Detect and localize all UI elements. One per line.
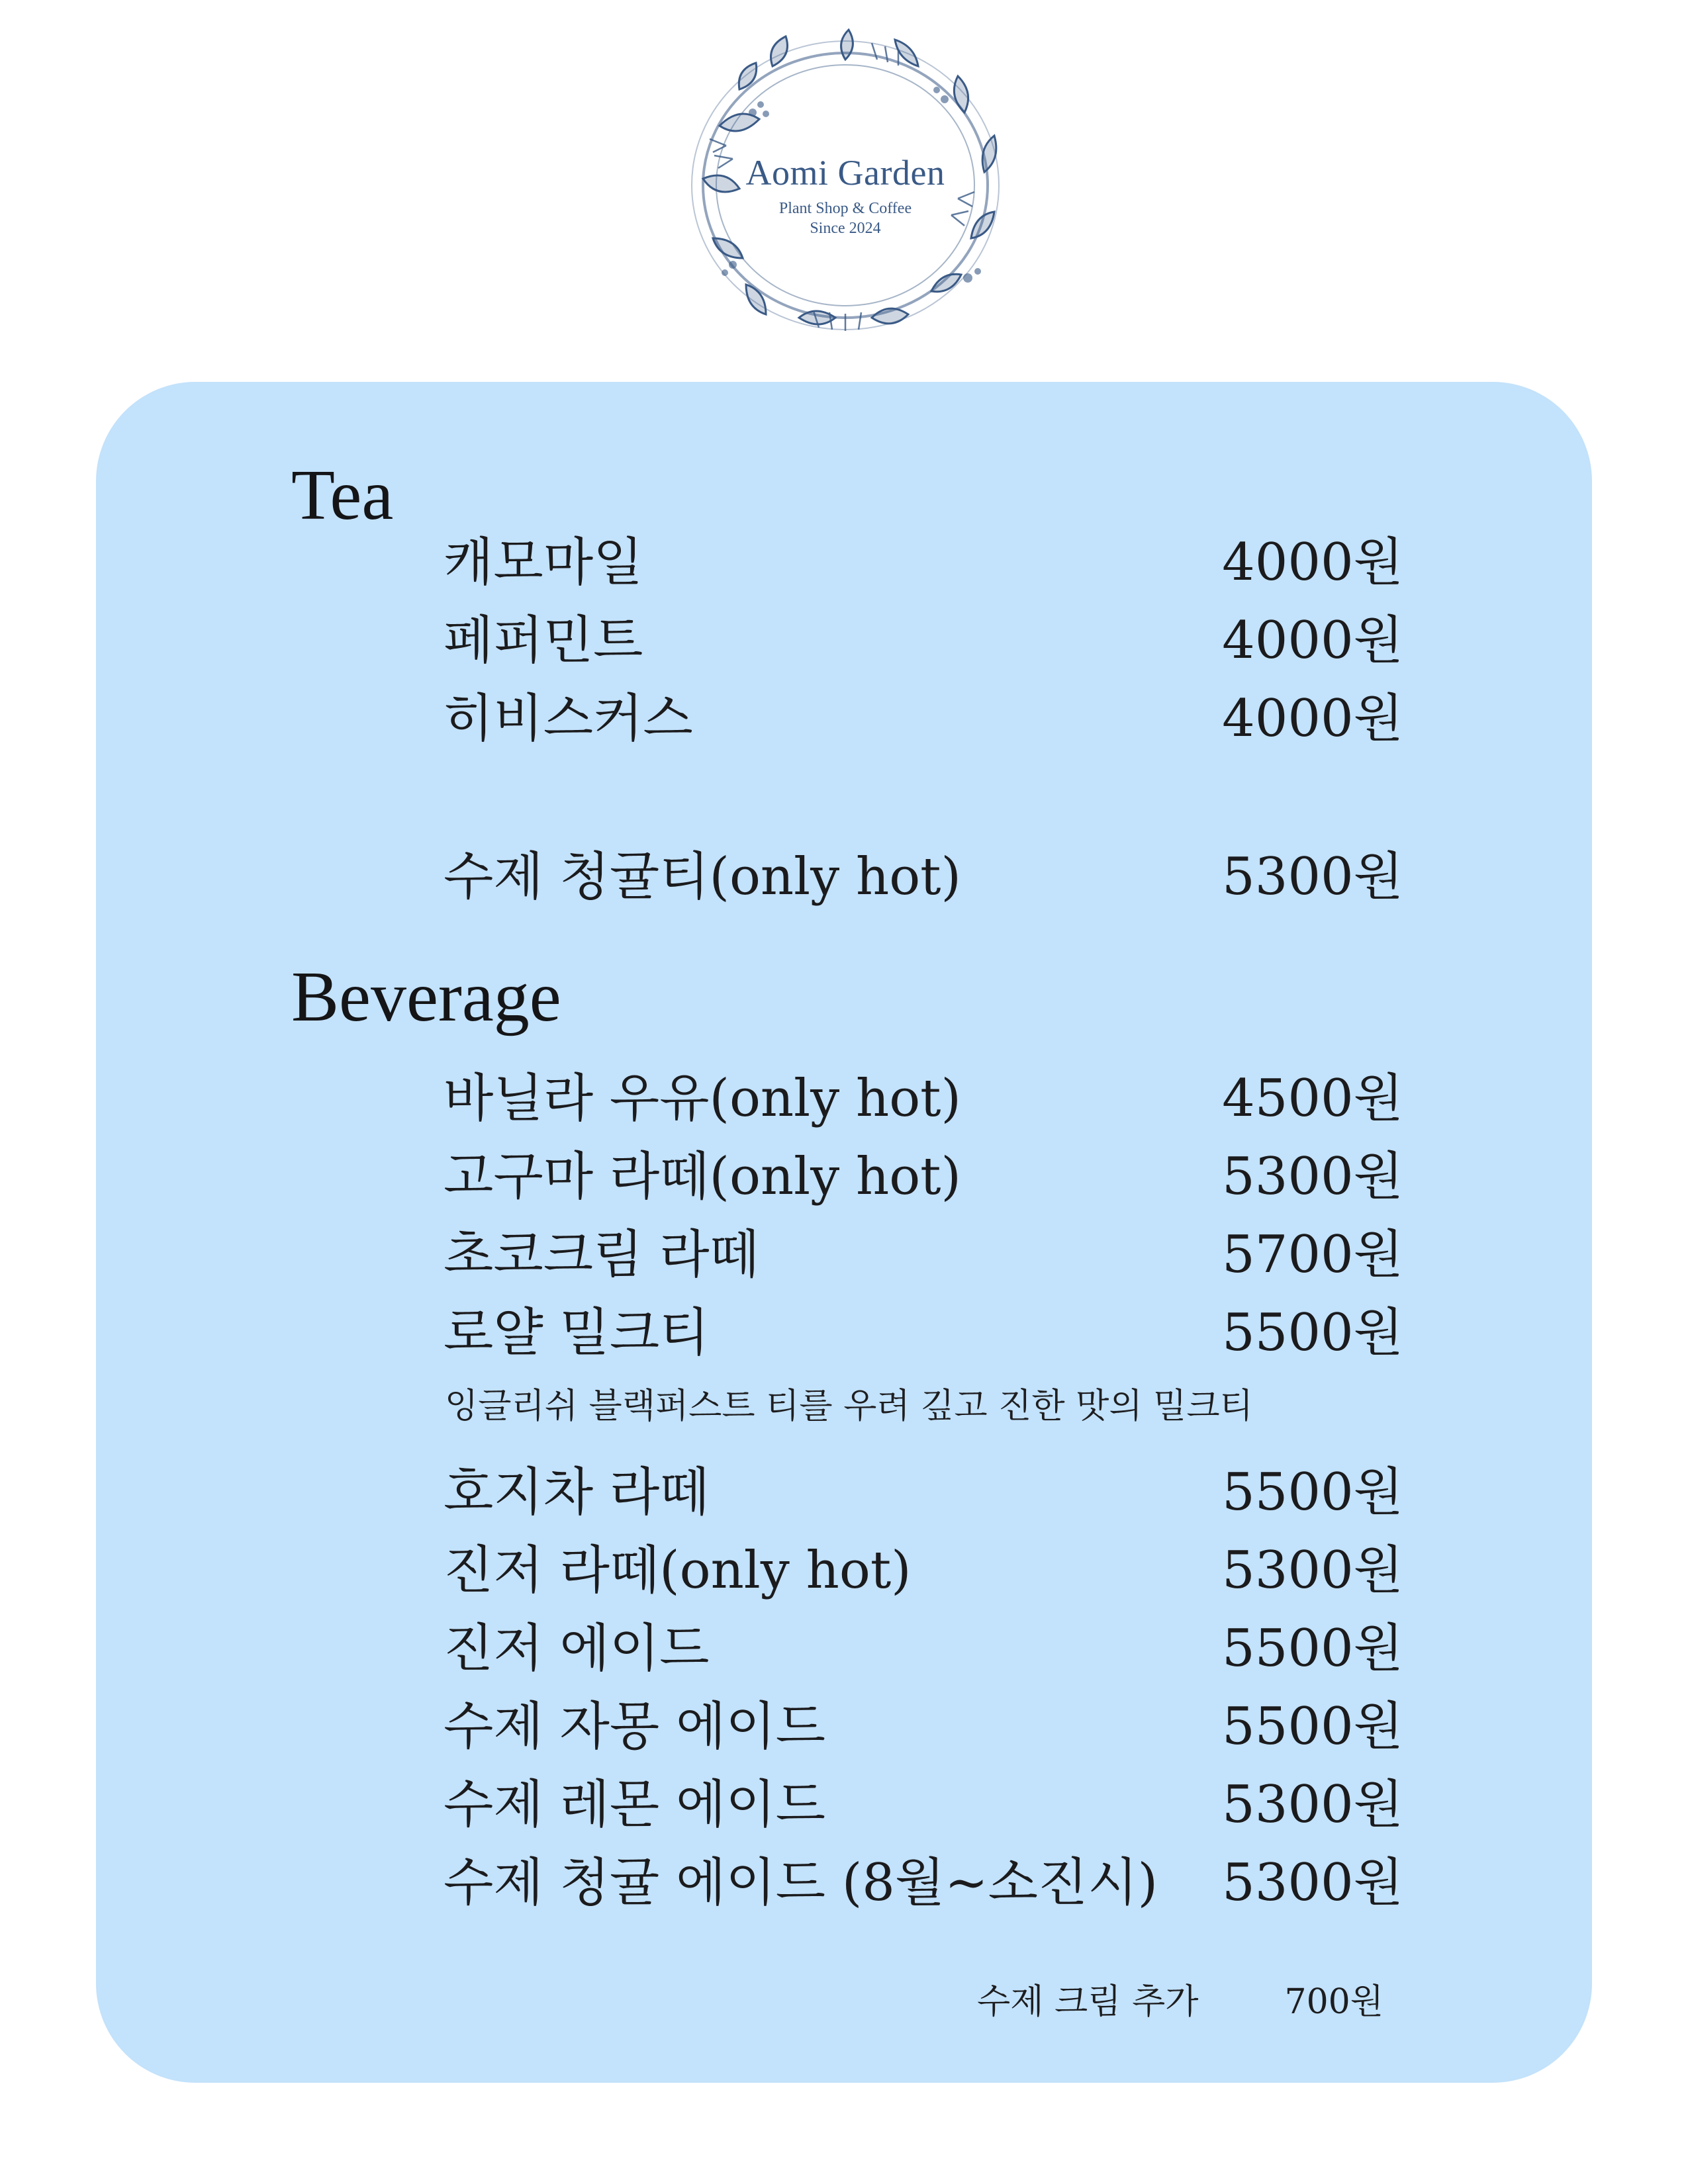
- item-name: 히비스커스: [444, 689, 693, 749]
- brand-subtitle: [673, 199, 1017, 238]
- menu-item-grapefruit-ade: [444, 1694, 1403, 1760]
- item-name: 캐모마일: [444, 533, 643, 592]
- item-price: 5300원: [1222, 847, 1403, 907]
- logo: [673, 26, 1017, 344]
- item-price: 5300원: [1222, 1541, 1403, 1600]
- menu-item-chamomile: [444, 529, 1403, 596]
- brand-subtitle-line1: Plant Shop & Coffee: [778, 200, 912, 217]
- item-price: 5300원: [1222, 1853, 1403, 1913]
- item-name: 수제 레몬 에이드: [444, 1775, 826, 1835]
- item-name: 진저 에이드: [444, 1619, 710, 1678]
- item-name: 고구마 라떼(only hot): [444, 1147, 961, 1206]
- item-name: 호지차 라떼: [444, 1463, 710, 1522]
- brand-subtitle-line2: Since 2024: [810, 220, 881, 237]
- item-name: 로얄 밀크티: [444, 1303, 710, 1363]
- item-name: 수제 청귤티(only hot): [444, 847, 961, 907]
- item-price: 4000원: [1222, 689, 1403, 749]
- item-price: 4000원: [1222, 611, 1403, 670]
- menu-item-hibiscus: [444, 686, 1403, 752]
- item-name: 진저 라떼(only hot): [444, 1541, 912, 1600]
- item-name: 바닐라 우유(only hot): [444, 1069, 961, 1128]
- item-price: 5300원: [1222, 1147, 1403, 1206]
- item-name: 수제 청귤 에이드 (8월~소진시): [444, 1853, 1158, 1913]
- menu-item-vanilla-milk: [444, 1066, 1403, 1132]
- menu-item-peppermint: [444, 608, 1403, 674]
- menu-item-ginger-ade: [444, 1615, 1403, 1682]
- item-name: 초코크림 라떼: [444, 1225, 759, 1285]
- royal-milk-tea-note: 잉글리쉬 블랙퍼스트 티를 우려 깊고 진한 맛의 밀크티: [445, 1387, 1253, 1426]
- item-price: 5500원: [1222, 1463, 1403, 1522]
- item-price: 5300원: [1222, 1775, 1403, 1835]
- section-title-tea: Tea: [291, 456, 394, 535]
- extra-option-price: 700원: [1284, 1982, 1383, 2022]
- item-price: 4500원: [1222, 1069, 1403, 1128]
- item-price: 5700원: [1222, 1225, 1403, 1285]
- menu-item-lemon-ade: [444, 1772, 1403, 1838]
- item-price: 5500원: [1222, 1303, 1403, 1363]
- section-title-beverage: Beverage: [291, 958, 561, 1036]
- item-price: 4000원: [1222, 533, 1403, 592]
- extra-option-name: 수제 크림 추가: [977, 1982, 1199, 2022]
- item-name: 페퍼민트: [444, 611, 643, 670]
- menu-item-sweet-potato-latte: [444, 1144, 1403, 1210]
- menu-item-royal-milk-tea: [444, 1300, 1403, 1366]
- menu-item-cheonggyul-tea: [444, 844, 1403, 910]
- item-price: 5500원: [1222, 1697, 1403, 1756]
- menu-item-hojicha-latte: [444, 1459, 1403, 1525]
- menu-item-ginger-latte: [444, 1537, 1403, 1604]
- item-name: 수제 자몽 에이드: [444, 1697, 826, 1756]
- menu-item-choco-cream-latte: [444, 1222, 1403, 1288]
- item-price: 5500원: [1222, 1619, 1403, 1678]
- brand-name: Aomi Garden: [745, 153, 945, 193]
- menu-item-cheonggyul-ade: [444, 1850, 1403, 1916]
